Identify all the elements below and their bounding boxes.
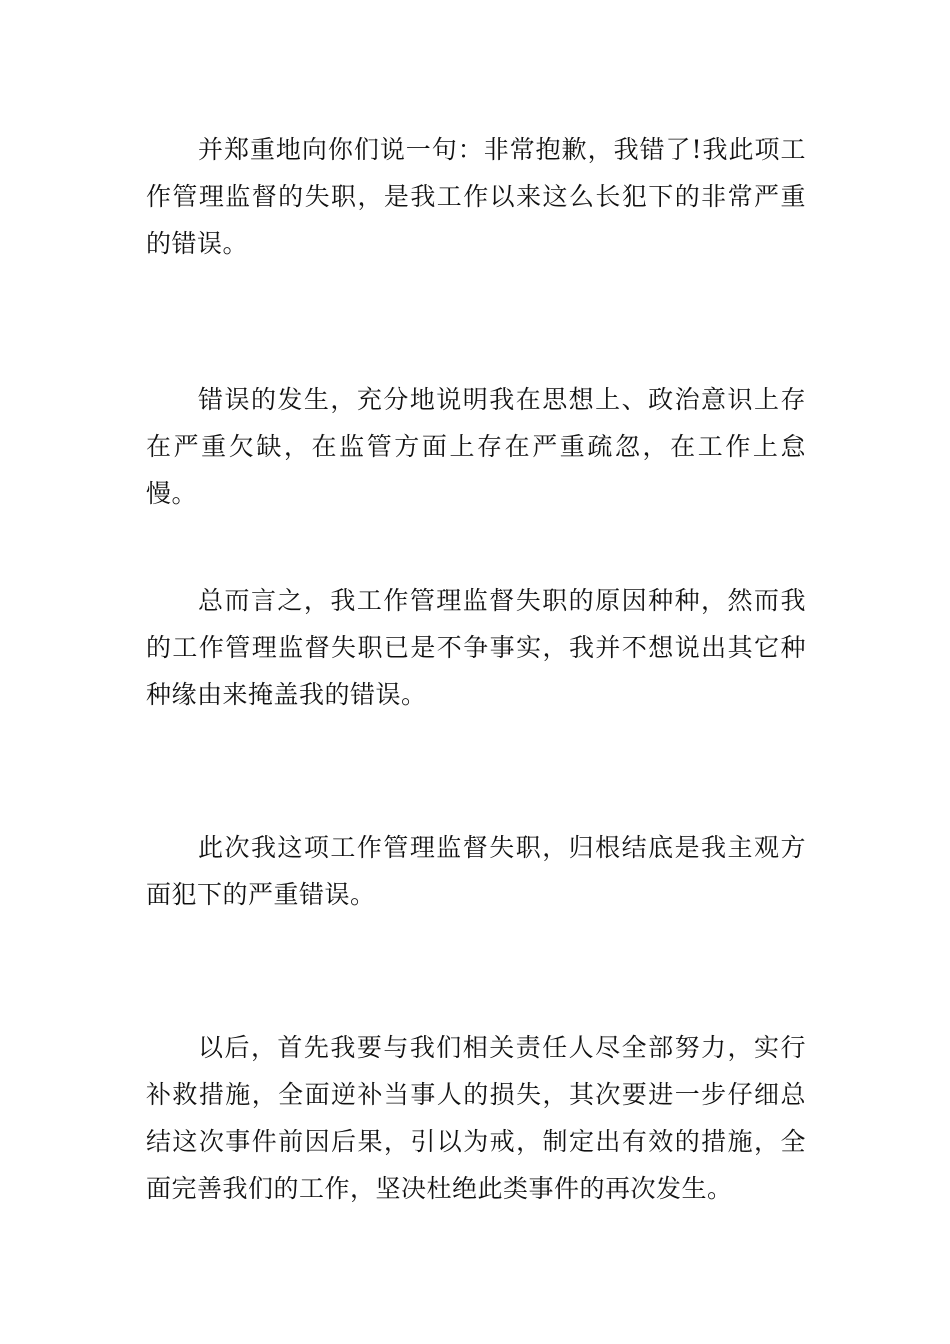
paragraph-responsibility: 此次我这项工作管理监督失职，归根结底是我主观方面犯下的严重错误。 — [146, 833, 806, 909]
paragraph-cause: 错误的发生，充分地说明我在思想上、政治意识上存在严重欠缺，在监管方面上存在严重疏忽，在工作上怠慢。 — [146, 385, 806, 508]
paragraph-apology: 并郑重地向你们说一句：非常抱歉，我错了!我此项工作管理监督的失职，是我工作以来这么长犯下的非常严重的错误。 — [146, 135, 806, 258]
paragraph-remedy: 以后，首先我要与我们相关责任人尽全部努力，实行补救措施，全面逆补当事人的损失，其次要进一步仔细总结这次事件前因后果，引以为戒，制定出有效的措施，全面完善我们的工作，坚决杜绝此类事件的再次发生。 — [146, 1033, 806, 1203]
paragraph-summary: 总而言之，我工作管理监督失职的原因种种，然而我的工作管理监督失职已是不争事实，我并不想说出其它种种缘由来掩盖我的错误。 — [146, 586, 806, 709]
